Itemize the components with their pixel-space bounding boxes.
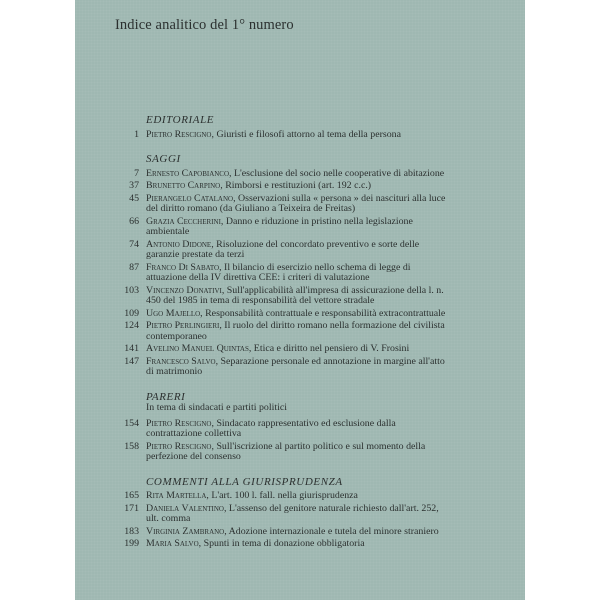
article-title: , Sindacato rappresentativo ed esclusione dalla contrattazione collettiva xyxy=(146,417,396,439)
entry-text xyxy=(146,321,446,342)
author-name: Brunetto Carpino xyxy=(146,180,221,191)
page-number: 124 xyxy=(124,320,139,331)
article-title: , Spunti in tema di donazione obbligatoria xyxy=(198,538,365,549)
page-number: 171 xyxy=(124,502,139,514)
article-title: , Separazione personale ed annotazione in margine all'atto di matrimonio xyxy=(146,355,445,377)
page-number: 183 xyxy=(124,525,139,537)
entry-text xyxy=(146,169,446,180)
toc-entry xyxy=(75,357,525,378)
author-name: Ernesto Capobianco xyxy=(146,167,230,179)
author-name: Pietro Rescigno xyxy=(146,128,212,140)
article-title: , Etica e diritto nel pensiero di V. Frosini xyxy=(248,343,410,354)
toc-entry xyxy=(75,309,525,320)
page-number: 103 xyxy=(124,284,139,296)
toc-entry xyxy=(75,169,525,180)
article-title: , Il ruolo del diritto romano nella formazione del civilista contemporaneo xyxy=(146,320,445,342)
author-name: Pierangelo Catalano xyxy=(146,192,234,204)
journal-page xyxy=(75,0,525,600)
article-title: , Risoluzione del concordato preventivo e sorte delle garanzie prestate da terzi xyxy=(146,238,420,260)
author-name: Francesco Salvo xyxy=(146,355,216,367)
article-title: , Osservazioni sulla « persona » dei nascituri alla luce del diritto romano (da Giuliano a Teixeira de Freitas) xyxy=(146,192,446,214)
author-name: Avelino Manuel Quintas xyxy=(146,343,249,354)
toc-entry xyxy=(75,527,525,538)
page-number: 66 xyxy=(129,215,139,227)
toc-section xyxy=(75,115,525,140)
toc-entry xyxy=(75,263,525,284)
article-title: , L'esclusione del socio nelle cooperative di abitazione xyxy=(229,167,445,179)
author-name: Vincenzo Donativi xyxy=(146,284,222,296)
article-title: , Giuristi e filosofi attorno al tema della persona xyxy=(211,128,401,140)
page-number: 141 xyxy=(124,343,139,354)
page-number: 45 xyxy=(129,192,139,204)
page-number: 37 xyxy=(129,180,139,191)
toc-entry xyxy=(75,286,525,307)
toc-entry xyxy=(75,181,525,192)
author-name: Rita Martella xyxy=(146,490,207,501)
page-title: Indice analitico del 1° numero xyxy=(115,17,294,33)
page-number: 74 xyxy=(129,238,139,250)
article-title: , Adozione internazionale e tutela del minore straniero xyxy=(224,525,439,537)
section-title: SAGGI xyxy=(146,153,181,165)
article-title: , L'art. 100 l. fall. nella giurisprudenza xyxy=(206,490,358,501)
toc-entry xyxy=(75,539,525,550)
article-title: , Danno e riduzione in pristino nella legislazione ambientale xyxy=(146,215,413,237)
section-title: COMMENTI ALLA GIURISPRUDENZA xyxy=(146,475,343,488)
toc-entry xyxy=(75,419,525,440)
author-name: Maria Salvo xyxy=(146,538,199,549)
entry-text xyxy=(146,344,446,355)
toc-entry xyxy=(75,504,525,525)
author-name: Daniela Valentino xyxy=(146,502,224,514)
author-name: Grazia Ceccherini xyxy=(146,215,221,227)
toc-entry xyxy=(75,194,525,215)
toc-entry xyxy=(75,491,525,502)
page-number: 7 xyxy=(134,167,139,179)
entry-text xyxy=(146,539,446,550)
page-number: 158 xyxy=(124,440,139,452)
author-name: Franco Di Sabato xyxy=(146,261,220,273)
section-title: PARERI xyxy=(146,390,186,403)
author-name: Pietro Rescigno xyxy=(146,440,212,452)
article-title: , Sull'iscrizione al partito politico e sul momento della perfezione del consenso xyxy=(146,440,426,462)
page-number: 199 xyxy=(124,538,139,549)
author-name: Virginia Zambrano xyxy=(146,525,225,537)
toc-entry xyxy=(75,344,525,355)
entry-text xyxy=(146,130,446,141)
article-title: , Rimborsi e restituzioni (art. 192 c.c.) xyxy=(220,180,372,191)
toc-section xyxy=(75,392,525,463)
entry-text xyxy=(146,194,446,215)
page-number: 165 xyxy=(124,490,139,501)
section-title: EDITORIALE xyxy=(146,114,215,126)
page-number: 154 xyxy=(124,417,139,429)
page-number: 109 xyxy=(124,307,139,319)
toc-entry xyxy=(75,130,525,141)
entry-text xyxy=(146,442,446,463)
toc-entry xyxy=(75,240,525,261)
section-subtitle: In tema di sindacati e partiti politici xyxy=(146,402,287,413)
entry-text xyxy=(146,309,446,320)
article-title: , Il bilancio di esercizio nello schema di legge di attuazione della IV direttiva CEE: i criteri di valutazione xyxy=(146,261,411,283)
entry-text xyxy=(146,217,446,238)
entry-text xyxy=(146,491,446,502)
toc-entry xyxy=(75,321,525,342)
article-title: , Sull'applicabilità all'impresa di assicurazione della l. n. 450 del 1985 in tema di responsabilità del vettore stradale xyxy=(146,284,444,306)
toc-section xyxy=(75,477,525,550)
article-title: , Responsabilità contrattuale e responsabilità extracontrattuale xyxy=(200,307,446,319)
page-number: 87 xyxy=(129,261,139,273)
toc-entry xyxy=(75,442,525,463)
author-name: Pietro Rescigno xyxy=(146,417,212,429)
entry-text xyxy=(146,527,446,538)
entry-text xyxy=(146,357,446,378)
toc-section xyxy=(75,154,525,378)
entry-text xyxy=(146,263,446,284)
article-title: , L'assenso del genitore naturale richiesto dall'art. 252, ult. comma xyxy=(146,502,439,524)
page-number: 147 xyxy=(124,355,139,367)
toc-entry xyxy=(75,217,525,238)
entry-text xyxy=(146,240,446,261)
author-name: Antonio Didone xyxy=(146,238,212,250)
entry-text xyxy=(146,181,446,192)
page-number: 1 xyxy=(134,128,139,140)
entry-text xyxy=(146,286,446,307)
author-name: Pietro Perlingieri xyxy=(146,320,220,331)
entry-text xyxy=(146,419,446,440)
author-name: Ugo Majello xyxy=(146,307,201,319)
table-of-contents xyxy=(75,115,525,564)
entry-text xyxy=(146,504,446,525)
